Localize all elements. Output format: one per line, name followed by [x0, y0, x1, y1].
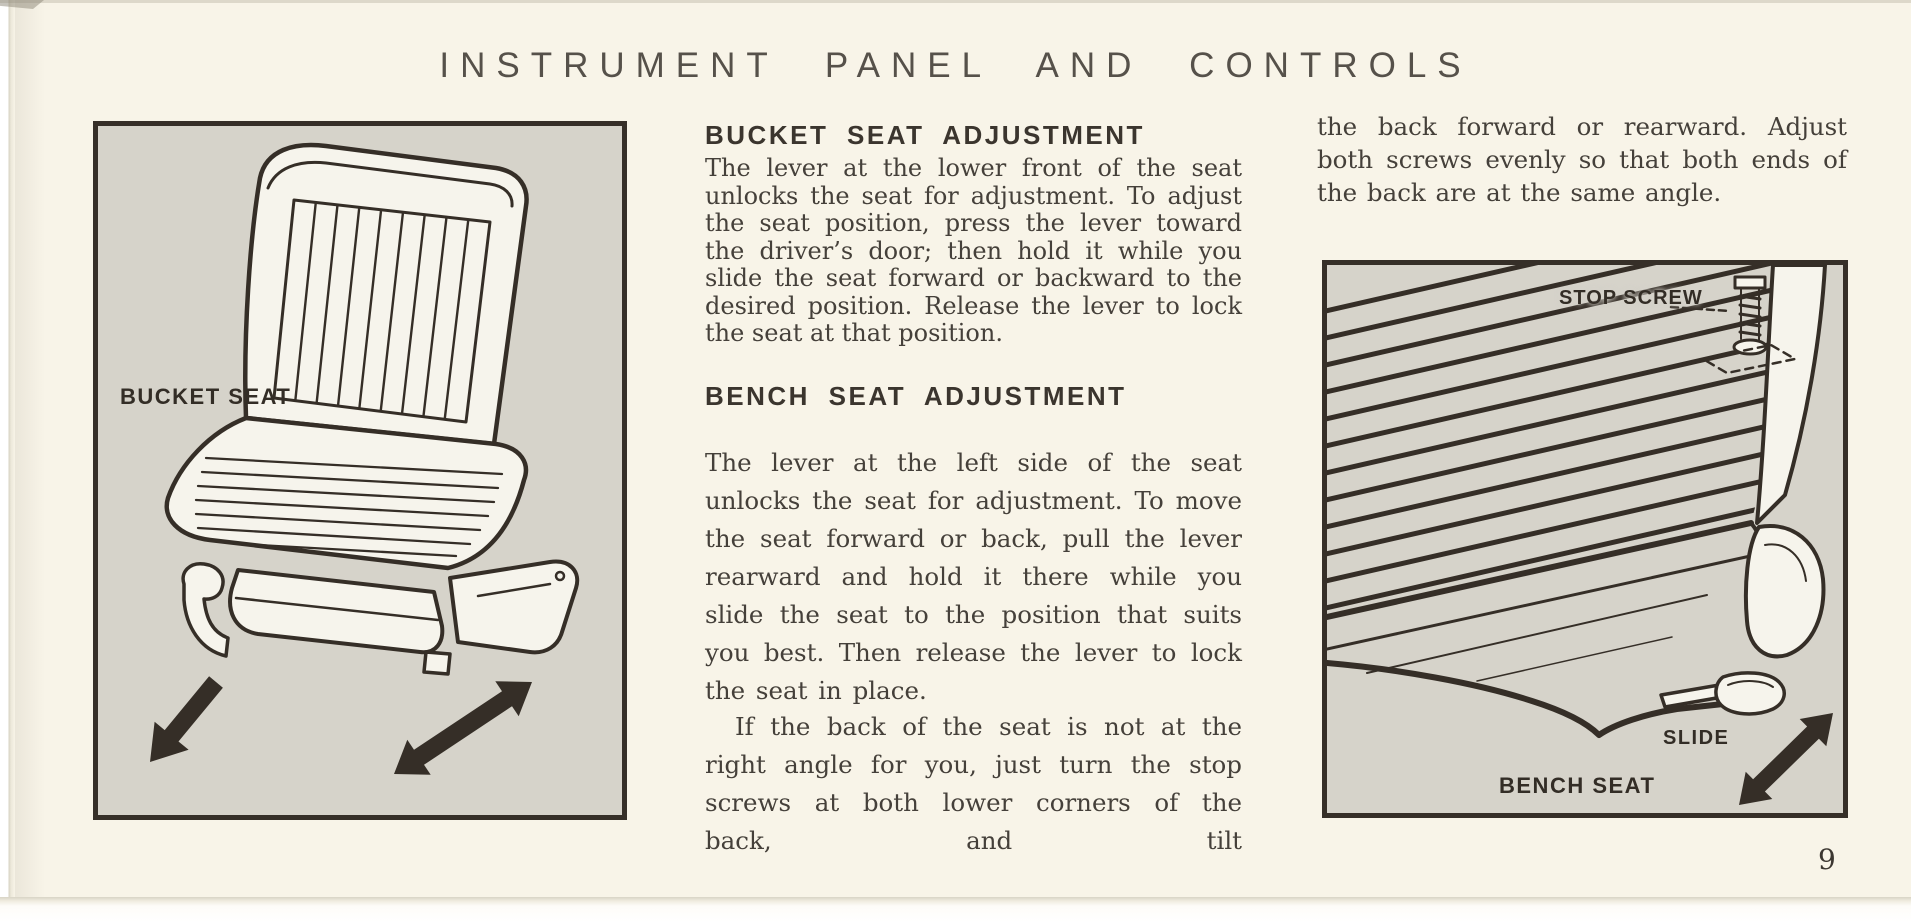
bench-seat-adjustment-paragraph-2: If the back of the seat is not at the right angle for you, just turn the stop screws at both lower corners of the back, and tilt	[705, 712, 1242, 855]
bench-seat-figure	[1322, 260, 1848, 818]
stop-screw-label: STOP SCREW	[1559, 287, 1703, 309]
scan-bottom-edge	[0, 897, 1911, 922]
continuation-paragraph: the back forward or rearward. Adjust both screws evenly so that both ends of the back are at the same angle.	[1317, 112, 1847, 207]
scan-top-edge	[0, 0, 1911, 3]
seat-slide-arrow	[394, 681, 532, 775]
bucket-seat-figure	[93, 121, 627, 820]
bucket-seat-drawing	[98, 126, 622, 815]
page-number: 9	[1818, 843, 1836, 876]
bench-seat-adjustment-paragraph-1: The lever at the left side of the seat unlocks the seat for adjustment. To move the seat forward or back, pull the lever rearward and hold it there while you slide the seat to the position that suits you best. Then release the lever to lock the seat in place.	[705, 448, 1242, 705]
slide-label: SLIDE	[1663, 727, 1730, 749]
lever-direction-arrow	[150, 676, 223, 762]
bucket-seat-caption: BUCKET SEAT	[120, 384, 292, 409]
bench-seat-drawing	[1327, 265, 1843, 813]
bench-seat-adjustment-heading: BENCH SEAT ADJUSTMENT	[705, 381, 1127, 411]
scan-left-edge	[0, 0, 15, 922]
page-title: INSTRUMENT PANEL AND CONTROLS	[439, 46, 1472, 85]
bench-seat-caption: BENCH SEAT	[1499, 773, 1656, 798]
bench-slide-arrow	[1739, 713, 1833, 805]
bucket-seat-adjustment-heading: BUCKET SEAT ADJUSTMENT	[705, 120, 1145, 150]
bucket-seat-adjustment-paragraph: The lever at the lower front of the seat unlocks the seat for adjustment. To adjust the seat position, press the lever toward the driver’s door; then hold it while you slide the seat forward or backward to the desired position. Release the lever to lock the seat at that position.	[705, 154, 1242, 347]
page-crease-shadow	[15, 0, 45, 922]
